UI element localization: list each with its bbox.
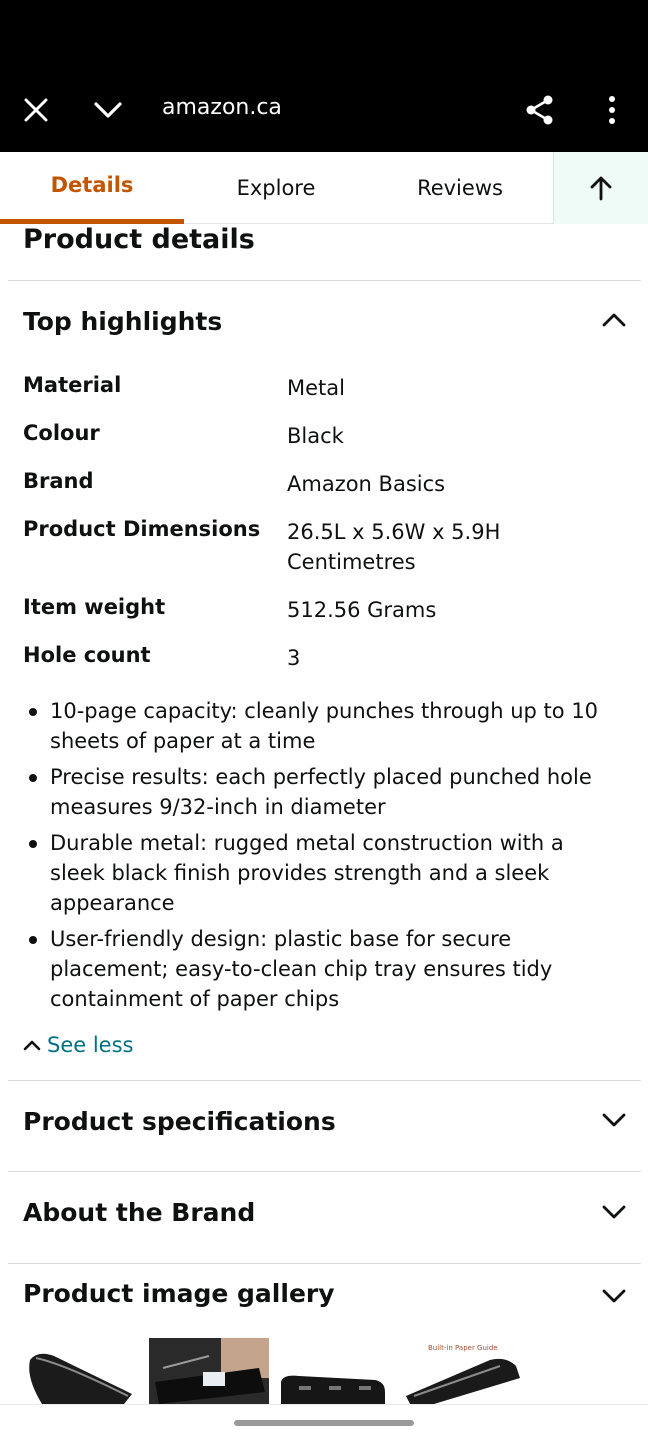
gesture-nav-bar bbox=[0, 1404, 648, 1440]
arrow-up-icon bbox=[589, 175, 613, 201]
list-item: Precise results: each perfectly placed punched hole measures 9/32-inch in diameter bbox=[23, 762, 623, 822]
product-tabs bbox=[0, 152, 648, 224]
divider bbox=[8, 280, 641, 281]
divider bbox=[8, 1080, 641, 1081]
spec-value: Amazon Basics bbox=[287, 472, 446, 496]
chevron-up-icon bbox=[23, 1039, 41, 1051]
chevron-down-icon[interactable] bbox=[598, 1196, 630, 1228]
more-options-icon[interactable] bbox=[590, 88, 634, 132]
close-icon[interactable] bbox=[14, 88, 58, 132]
divider bbox=[8, 1171, 641, 1172]
gallery-thumbnail[interactable] bbox=[404, 1338, 524, 1404]
tab-reviews[interactable] bbox=[368, 152, 552, 224]
product-image-gallery-heading[interactable]: Product image gallery bbox=[23, 1279, 335, 1308]
see-less-label: See less bbox=[47, 1033, 134, 1057]
browser-top-bar bbox=[0, 0, 648, 152]
list-item: User-friendly design: plastic base for secure placement; easy-to-clean chip tray ensures tidy containment of paper chips bbox=[23, 924, 623, 1014]
gesture-handle[interactable] bbox=[234, 1420, 414, 1426]
tab-explore[interactable] bbox=[184, 152, 368, 224]
spec-label: Hole count bbox=[23, 643, 151, 667]
tab-details-label: Details bbox=[50, 173, 134, 197]
about-the-brand-heading[interactable]: About the Brand bbox=[23, 1198, 256, 1227]
chevron-down-icon[interactable] bbox=[86, 88, 130, 132]
gallery-thumbnail[interactable] bbox=[149, 1338, 269, 1404]
feature-bullets bbox=[23, 696, 623, 1020]
spec-label: Material bbox=[23, 373, 122, 397]
spec-label: Product Dimensions bbox=[23, 517, 261, 541]
spec-value: 26.5L x 5.6W x 5.9H Centimetres bbox=[287, 520, 501, 574]
spec-value: 3 bbox=[287, 646, 301, 670]
spec-value: Metal bbox=[287, 376, 345, 400]
chevron-down-icon[interactable] bbox=[598, 1280, 630, 1312]
tab-details[interactable] bbox=[0, 152, 184, 224]
spec-row-colour bbox=[23, 421, 633, 451]
share-icon[interactable] bbox=[518, 88, 562, 132]
spec-label: Colour bbox=[23, 421, 100, 445]
spec-row-material bbox=[23, 373, 633, 403]
spec-row-brand bbox=[23, 469, 633, 499]
chevron-down-icon[interactable] bbox=[598, 1104, 630, 1136]
gallery-thumbnail[interactable] bbox=[24, 1338, 136, 1404]
tab-explore-label: Explore bbox=[236, 176, 316, 200]
spec-value: 512.56 Grams bbox=[287, 598, 437, 622]
image-gallery-strip bbox=[0, 1338, 648, 1404]
top-highlights-heading[interactable]: Top highlights bbox=[23, 307, 223, 336]
tab-reviews-label: Reviews bbox=[417, 176, 503, 200]
see-less-link[interactable] bbox=[23, 1030, 133, 1060]
divider bbox=[8, 1263, 641, 1264]
gallery-thumbnail-caption: Built-in Paper Guide bbox=[428, 1344, 498, 1352]
gallery-thumbnail[interactable] bbox=[279, 1338, 389, 1404]
list-item: 10-page capacity: cleanly punches through up to 10 sheets of paper at a time bbox=[23, 696, 623, 756]
chevron-up-icon[interactable] bbox=[598, 304, 630, 336]
spec-row-hole-count bbox=[23, 643, 633, 673]
spec-label: Brand bbox=[23, 469, 94, 493]
scroll-to-top-button[interactable] bbox=[553, 152, 648, 224]
spec-row-item-weight bbox=[23, 595, 633, 625]
list-item: Durable metal: rugged metal construction with a sleek black finish provides strength and a sleek appearance bbox=[23, 828, 623, 918]
url-text[interactable]: amazon.ca bbox=[162, 95, 282, 120]
product-specifications-heading[interactable]: Product specifications bbox=[23, 1107, 336, 1136]
page-title: Product details bbox=[23, 224, 255, 255]
spec-value: Black bbox=[287, 424, 344, 448]
spec-label: Item weight bbox=[23, 595, 166, 619]
spec-row-dimensions bbox=[23, 517, 633, 579]
